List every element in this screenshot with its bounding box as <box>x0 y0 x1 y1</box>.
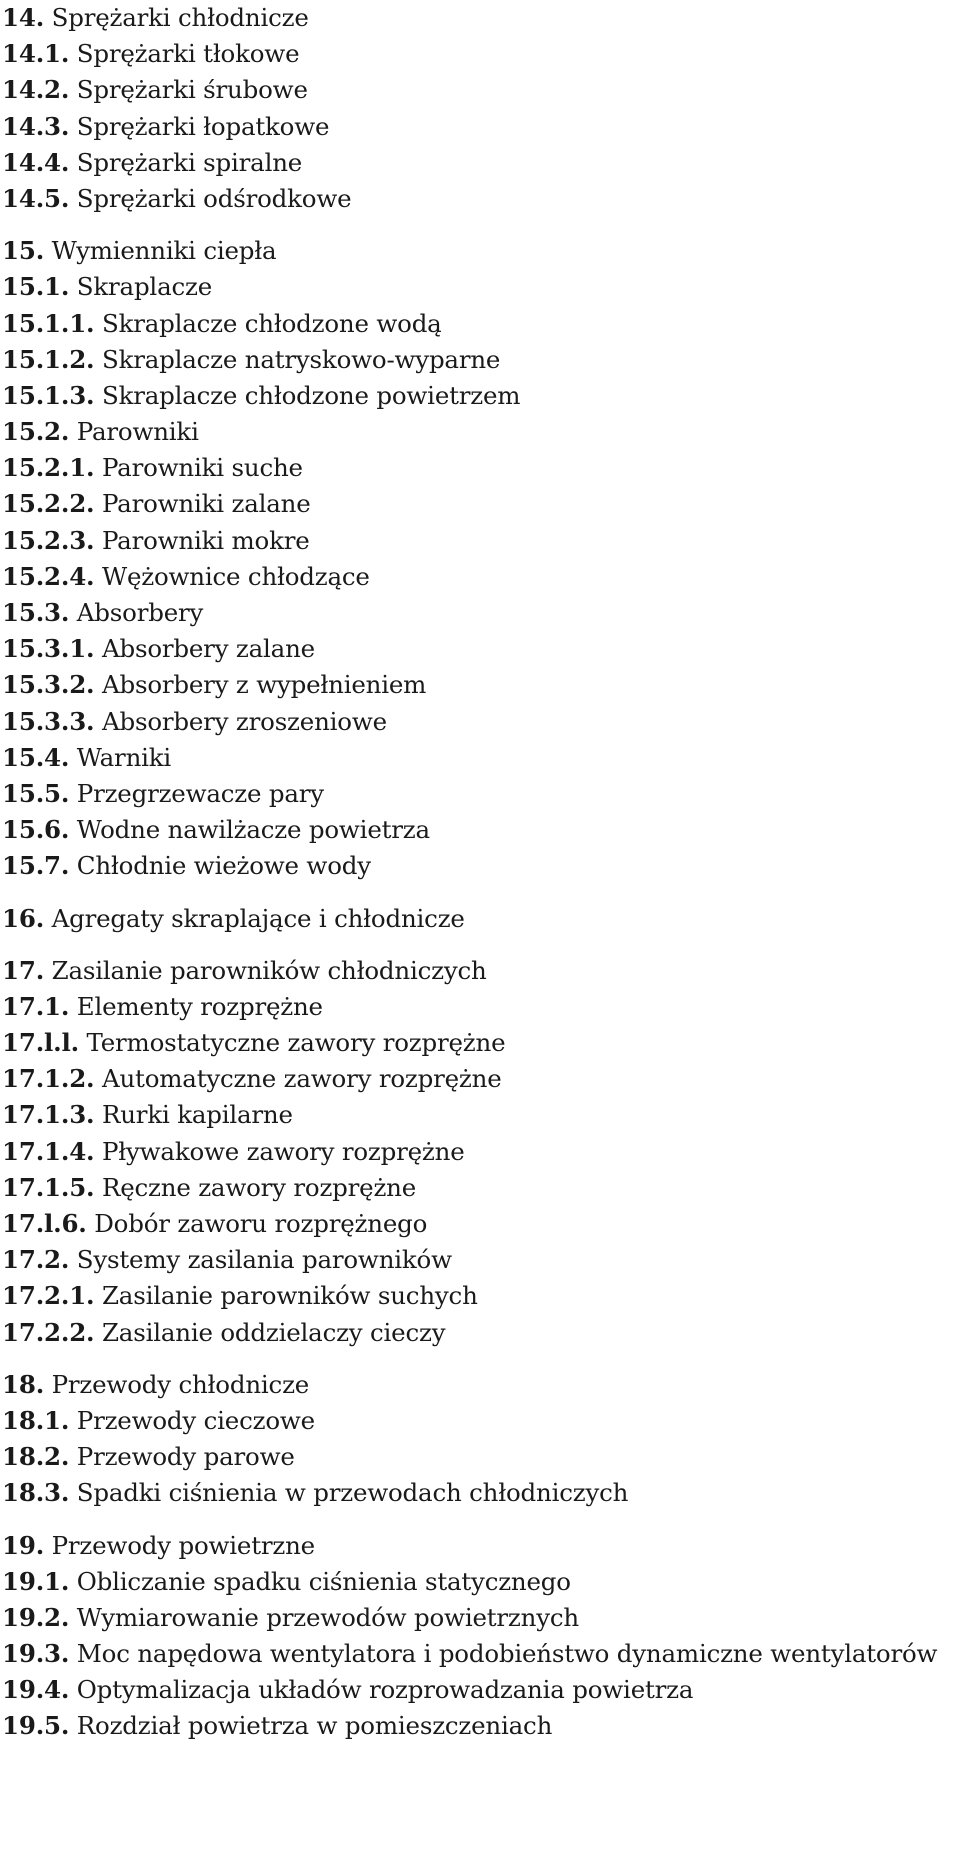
toc-entry-number: 15.2.4. <box>2 561 95 591</box>
toc-entry-title: Przewody cieczowe <box>76 1405 315 1435</box>
toc-entry-number: 18.2. <box>2 1442 70 1472</box>
toc-entry-title: Elementy rozprężne <box>76 991 323 1021</box>
toc-entry <box>2 36 958 72</box>
toc-entry-number: 15.5. <box>2 778 70 808</box>
toc-entry-title: Obliczanie spadku ciśnienia statycznego <box>76 1566 571 1596</box>
toc-entry-number: 15.1.1. <box>2 308 95 338</box>
toc-entry-number: 17.l.6. <box>2 1209 87 1238</box>
toc-entry-title: Sprężarki spiralne <box>76 147 303 177</box>
toc-entry-title: Dobór zaworu rozprężnego <box>94 1209 428 1238</box>
toc-entry-title: Rozdział powietrza w pomieszczeniach <box>76 1711 553 1741</box>
toc-section <box>2 0 958 217</box>
toc-entry <box>2 1403 958 1439</box>
toc-entry-title: Absorbery zalane <box>101 634 315 664</box>
toc-entry-title: Agregaty skraplające i chłodnicze <box>51 903 465 933</box>
toc-entry-title: Automatyczne zawory rozprężne <box>101 1064 502 1094</box>
toc-entry-number: 17.2.1. <box>2 1281 95 1311</box>
toc-entry-title: Przewody parowe <box>76 1442 295 1472</box>
toc-section <box>2 1528 958 1745</box>
toc-entry-title: Sprężarki odśrodkowe <box>76 183 352 213</box>
toc-entry-title: Sprężarki łopatkowe <box>76 111 330 141</box>
toc-entry <box>2 704 958 740</box>
toc-entry-title: Wymiarowanie przewodów powietrznych <box>76 1602 579 1632</box>
toc-entry <box>2 667 958 703</box>
toc-entry <box>2 595 958 631</box>
toc-entry <box>2 631 958 667</box>
toc-entry-number: 15.1.3. <box>2 380 95 410</box>
toc-entry-number: 17.2.2. <box>2 1317 95 1347</box>
toc-entry-title: Skraplacze chłodzone wodą <box>101 308 442 338</box>
toc-entry-title: Rurki kapilarne <box>101 1100 293 1130</box>
toc-section <box>2 901 958 937</box>
toc-entry-number: 14.3. <box>2 111 70 141</box>
toc-entry <box>2 145 958 181</box>
toc-entry-number: 19.2. <box>2 1602 70 1632</box>
toc-entry-number: 15.3.2. <box>2 670 95 700</box>
toc-entry-title: Absorbery zroszeniowe <box>101 706 387 736</box>
toc-section <box>2 953 958 1351</box>
toc-entry <box>2 812 958 848</box>
toc-entry <box>2 72 958 108</box>
toc-entry-number: 18.1. <box>2 1405 70 1435</box>
toc-entry-number: 19. <box>2 1530 45 1560</box>
toc-entry <box>2 109 958 145</box>
toc-entry-number: 15.3.3. <box>2 706 95 736</box>
toc-entry-title: Zasilanie parowników suchych <box>101 1281 478 1311</box>
toc-entry-title: Wężownice chłodzące <box>101 561 370 591</box>
toc-entry-number: 19.5. <box>2 1711 70 1741</box>
toc-entry-title: Ręczne zawory rozprężne <box>101 1172 417 1202</box>
toc-entry-title: Sprężarki śrubowe <box>76 75 308 105</box>
toc-entry-number: 15.2.1. <box>2 453 95 483</box>
toc-entry-title: Absorbery <box>76 598 204 627</box>
toc-entry-number: 19.3. <box>2 1639 70 1669</box>
toc-entry-number: 15.4. <box>2 742 70 772</box>
toc-entry <box>2 523 958 559</box>
toc-entry <box>2 1636 958 1672</box>
toc-entry-number: 14.5. <box>2 183 70 213</box>
toc-entry-number: 17.1. <box>2 991 70 1021</box>
toc-entry <box>2 342 958 378</box>
toc-entry <box>2 1097 958 1133</box>
toc-entry <box>2 1475 958 1511</box>
toc-entry-title: Optymalizacja układów rozprowadzania powietrza <box>76 1675 694 1705</box>
toc-entry-title: Skraplacze <box>76 272 212 302</box>
toc-entry <box>2 1025 958 1061</box>
toc-entry <box>2 1206 958 1242</box>
toc-entry <box>2 1708 958 1744</box>
toc-entry <box>2 740 958 776</box>
toc-entry <box>2 1600 958 1636</box>
toc-entry <box>2 1278 958 1314</box>
toc-entry <box>2 1439 958 1475</box>
toc-entry-title: Parowniki <box>76 417 199 447</box>
toc-entry-number: 18.3. <box>2 1478 70 1508</box>
toc-entry-number: 19.4. <box>2 1675 70 1705</box>
toc-entry <box>2 776 958 812</box>
toc-entry <box>2 1061 958 1097</box>
table-of-contents <box>2 0 958 1745</box>
toc-entry-number: 17.1.3. <box>2 1100 95 1130</box>
toc-entry-title: Skraplacze natryskowo-wyparne <box>101 344 501 374</box>
toc-entry-number: 15.2.3. <box>2 525 95 555</box>
toc-entry-title: Sprężarki chłodnicze <box>51 3 309 32</box>
toc-entry <box>2 1170 958 1206</box>
toc-entry-title: Termostatyczne zawory rozprężne <box>86 1028 506 1058</box>
toc-entry <box>2 269 958 305</box>
toc-entry <box>2 181 958 217</box>
toc-entry-number: 15.1.2. <box>2 344 95 374</box>
toc-entry-title: Parowniki suche <box>101 453 303 483</box>
toc-section <box>2 1367 958 1512</box>
toc-chapter-heading <box>2 0 958 36</box>
toc-entry <box>2 989 958 1025</box>
toc-entry-number: 17.1.5. <box>2 1172 95 1202</box>
toc-chapter-heading <box>2 901 958 937</box>
toc-entry <box>2 559 958 595</box>
toc-section <box>2 233 958 884</box>
toc-entry-number: 17.1.4. <box>2 1136 95 1166</box>
toc-entry-number: 18. <box>2 1369 45 1399</box>
toc-entry-title: Przegrzewacze pary <box>76 778 324 808</box>
toc-entry-title: Chłodnie wieżowe wody <box>76 851 371 881</box>
toc-entry-title: Przewody chłodnicze <box>51 1369 310 1399</box>
toc-chapter-heading <box>2 233 958 269</box>
toc-entry-number: 15.2.2. <box>2 489 95 519</box>
toc-entry <box>2 486 958 522</box>
toc-entry-number: 15. <box>2 236 45 266</box>
toc-chapter-heading <box>2 953 958 989</box>
toc-entry-title: Parowniki mokre <box>101 525 310 555</box>
toc-entry-title: Wodne nawilżacze powietrza <box>76 815 430 845</box>
toc-entry-title: Pływakowe zawory rozprężne <box>101 1136 465 1166</box>
toc-entry-number: 15.2. <box>2 417 70 447</box>
toc-entry-title: Przewody powietrzne <box>51 1530 315 1560</box>
toc-entry <box>2 306 958 342</box>
toc-entry-number: 15.3. <box>2 598 70 627</box>
toc-entry <box>2 450 958 486</box>
toc-entry-number: 14.1. <box>2 39 70 69</box>
toc-entry-title: Skraplacze chłodzone powietrzem <box>101 380 521 410</box>
toc-entry-number: 19.1. <box>2 1566 70 1596</box>
toc-chapter-heading <box>2 1367 958 1403</box>
toc-entry-title: Sprężarki tłokowe <box>76 39 300 69</box>
toc-entry-number: 14.4. <box>2 147 70 177</box>
toc-entry-number: 15.7. <box>2 851 70 881</box>
toc-entry <box>2 1134 958 1170</box>
toc-entry-title: Zasilanie oddzielaczy cieczy <box>101 1317 446 1347</box>
toc-entry-number: 15.6. <box>2 815 70 845</box>
toc-entry <box>2 1242 958 1278</box>
toc-entry-title: Spadki ciśnienia w przewodach chłodniczych <box>76 1478 629 1508</box>
toc-entry <box>2 1672 958 1708</box>
toc-entry-title: Parowniki zalane <box>101 489 311 519</box>
toc-entry-number: 17.l.l. <box>2 1028 79 1058</box>
toc-entry-title: Moc napędowa wentylatora i podobieństwo dynamiczne wentylatorów <box>76 1639 938 1669</box>
toc-entry-title: Systemy zasilania parowników <box>76 1245 452 1275</box>
toc-entry-number: 17.1.2. <box>2 1064 95 1094</box>
toc-entry <box>2 848 958 884</box>
toc-entry-title: Wymienniki ciepła <box>51 236 277 266</box>
toc-entry-number: 14.2. <box>2 75 70 105</box>
toc-entry-number: 14. <box>2 3 45 32</box>
toc-entry-number: 16. <box>2 903 45 933</box>
toc-entry-number: 17.2. <box>2 1245 70 1275</box>
toc-entry-title: Absorbery z wypełnieniem <box>101 670 427 700</box>
toc-entry-number: 17. <box>2 955 45 985</box>
toc-entry-title: Zasilanie parowników chłodniczych <box>51 955 487 985</box>
toc-entry <box>2 1315 958 1351</box>
toc-chapter-heading <box>2 1528 958 1564</box>
toc-entry <box>2 378 958 414</box>
toc-entry-number: 15.3.1. <box>2 634 95 664</box>
toc-entry <box>2 414 958 450</box>
toc-entry-number: 15.1. <box>2 272 70 302</box>
toc-entry-title: Warniki <box>76 742 172 772</box>
toc-entry <box>2 1564 958 1600</box>
